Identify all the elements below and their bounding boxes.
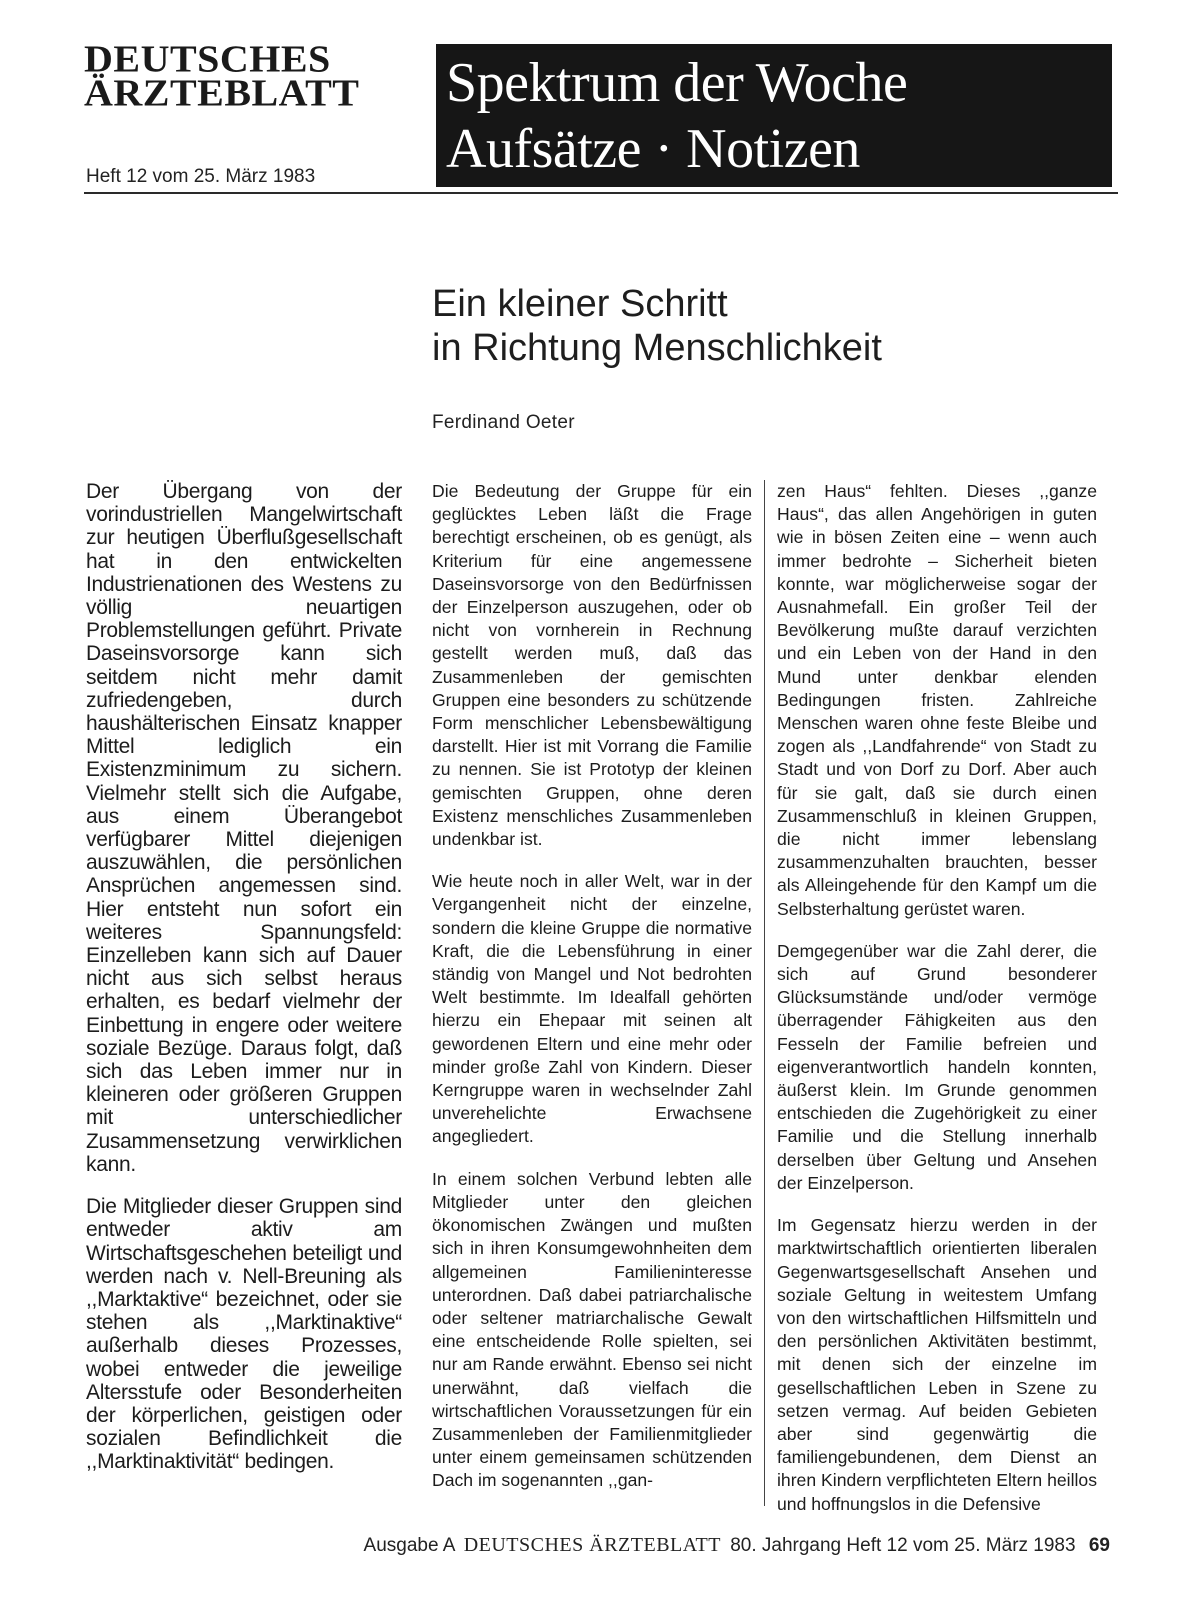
- article-title: [432, 282, 882, 370]
- paragraph: Die Bedeutung der Gruppe für ein geglücktes Leben läßt die Frage berechtigt erscheinen, ob es genügt, als Kriterium für eine angemessene Daseinsvorsorge von den Bedürfnissen der Einzelperson auszugehen, oder ob nicht von vornherein in Rechnung gestellt werden muß, daß das Zusammenleben der gemischten Gruppen eine besonders zu schützende Form menschlicher Lebensbewältigung darstellt. Hier ist mit Vorrang die Familie zu nennen. Sie ist Prototyp der kleinen gemischten Gruppen, ohne deren Existenz menschliches Zusammenleben undenkbar ist.: [432, 481, 752, 850]
- masthead-logo: [84, 37, 360, 114]
- column-divider: [764, 480, 765, 1506]
- paragraph: Die Mitglieder dieser Gruppen sind entweder aktiv am Wirtschaftsgeschehen beteiligt und werden nach v. Nell-Breuning als ,,Marktaktive“ bezeichnet, oder sie stehen als ,,Marktinaktive“ außerhalb dieses Prozesses, wobei entweder die jeweilige Altersstufe oder Besonderheiten der körperlichen, geistigen oder sozialen Befindlichkeit die ,,Marktinaktivität“ bedingen.: [86, 1195, 402, 1474]
- header-rule: [84, 192, 1118, 194]
- banner-line-1: Spektrum der Woche: [446, 52, 908, 114]
- paragraph: zen Haus“ fehlten. Dieses ,,ganze Haus“, das allen Angehörigen in guten wie in bösen Zeiten eine – wenn auch immer bedrohte – Sicherheit bieten konnte, war möglicherweise sogar der Ausnahmefall. Ein großer Teil der Bevölkerung mußte darauf verzichten und ein Leben von der Hand in den Mund unter denkbar elenden Bedingungen fristen. Zahlreiche Menschen waren ohne feste Bleibe und zogen als ,,Landfahrende“ von Stadt zu Stadt und von Dorf zu Dorf. Aber auch für sie galt, daß sie durch einen Zusammenschluß in kleinen Gruppen, die nicht immer lebenslang zusammenzuhalten brauchten, besser als Alleingehende für den Kampf um die Selbsterhaltung gerüstet waren.: [777, 481, 1097, 919]
- column-2: [432, 480, 752, 1512]
- section-banner: [436, 44, 1112, 187]
- paragraph: Der Übergang von der vorindustriellen Mangelwirtschaft zur heutigen Überflußgesellschaft hat in den entwickelten Industrienationen des Westens zu völlig neuartigen Problemstellungen geführt. Private Daseinsvorsorge kann sich seitdem nicht mehr damit zufriedengeben, durch haushälterischen Einsatz knapper Mittel lediglich ein Existenzminimum zu sichern. Vielmehr stellt sich die Aufgabe, aus einem Überangebot verfügbarer Mittel diejenigen auszuwählen, die persönlichen Ansprüchen angemessen sind. Hier entsteht nun sofort ein weiteres Spannungsfeld: Einzelleben kann sich auf Dauer nicht aus sich selbst heraus erhalten, es bedarf vielmehr der Einbettung in engere oder weitere soziale Bezüge. Daraus folgt, daß sich das Leben immer nur in kleineren oder größeren Gruppen mit unterschiedlicher Zusammensetzung verwirklichen kann.: [86, 480, 402, 1176]
- column-1: [86, 480, 402, 1493]
- footer-issue-info: 80. Jahrgang Heft 12 vom 25. März 1983: [730, 1535, 1076, 1556]
- paragraph: In einem solchen Verbund lebten alle Mitglieder unter den gleichen ökonomischen Zwängen und mußten sich in ihren Konsumgewohnheiten dem allgemeinen Familieninteresse unterordnen. Daß dabei patriarchalische oder seltener matriarchalische Gewalt eine entscheidende Rolle spielten, sei nur am Rande erwähnt. Ebenso sei nicht unerwähnt, daß vielfach die wirtschaftlichen Voraussetzungen für ein Zusammenleben der Familienmitglieder unter einem gemeinsamen schützenden Dach im sogenannten ,,gan-: [432, 1168, 752, 1491]
- page-footer: [290, 1534, 1110, 1557]
- footer-brand: DEUTSCHES ÄRZTEBLATT: [463, 1534, 721, 1556]
- paragraph: Wie heute noch in aller Welt, war in der Vergangenheit nicht der einzelne, sondern die kleine Gruppe die normative Kraft, die die Lebensführung in einer ständig von Mangel und Not bedrohten Welt bestimmte. Im Idealfall gehörten hierzu ein Ehepaar mit seinen alt gewordenen Eltern und eine mehr oder minder große Zahl von Kindern. Dieser Kerngruppe waren in wechselnder Zahl unverehelichte Erwachsene angegliedert.: [432, 871, 752, 1147]
- footer-edition: Ausgabe A: [363, 1535, 455, 1556]
- masthead-line-2: ÄRZTEBLATT: [84, 71, 360, 114]
- title-line-2: in Richtung Menschlichkeit: [432, 327, 882, 369]
- banner-line-2: Aufsätze · Notizen: [446, 118, 860, 180]
- paragraph: Demgegenüber war die Zahl derer, die sich auf Grund besonderer Glücksumstände und/oder vermöge überragender Fähigkeiten aus den Fesseln der Familie befreien und eigenverantwortlich handeln konnten, äußerst klein. Im Grunde genommen entschieden die Zugehörigkeit zu einer Familie und die Stellung innerhalb derselben über Geltung und Ansehen der Einzelperson.: [777, 940, 1097, 1193]
- article-author: Ferdinand Oeter: [432, 412, 575, 433]
- paragraph: Im Gegensatz hierzu werden in der marktwirtschaftlich orientierten liberalen Gegenwartsgesellschaft Ansehen und soziale Geltung in weitestem Umfang von den wirtschaftlichen Hilfsmitteln und den persönlichen Aktivitäten bestimmt, mit denen sich der einzelne im gesellschaftlichen Leben in Szene zu setzen vermag. Auf beiden Gebieten aber sind gegenwärtig die familiengebundenen, dem Dienst an ihren Kindern verpflichteten Eltern heillos und hoffnungslos in die Defensive: [777, 1215, 1097, 1514]
- title-line-1: Ein kleiner Schritt: [432, 283, 728, 325]
- column-3: [777, 480, 1097, 1535]
- page-number: 69: [1088, 1535, 1110, 1556]
- issue-date: Heft 12 vom 25. März 1983: [86, 166, 316, 187]
- masthead-line-1: DEUTSCHES: [84, 37, 331, 80]
